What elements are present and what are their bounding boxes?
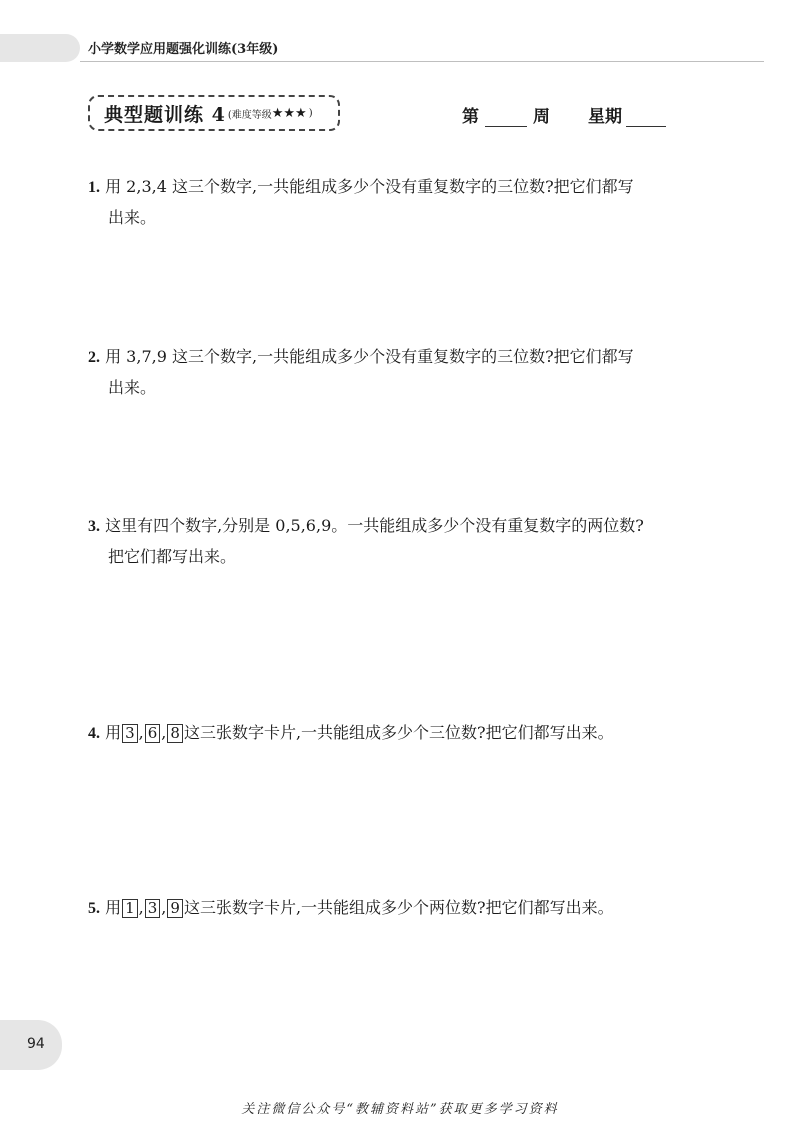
week-suffix: 周	[533, 107, 550, 127]
question-5	[88, 893, 728, 924]
question-prefix: 用	[105, 723, 122, 742]
question-text-cont: 出来。	[108, 208, 157, 227]
question-2	[88, 342, 728, 403]
number-card: 1	[122, 899, 138, 918]
difficulty-label: (难度等级	[227, 109, 272, 121]
question-number: 5.	[88, 900, 100, 917]
day-blank[interactable]	[626, 108, 666, 127]
question-text-cont: 出来。	[108, 378, 157, 397]
question-text-cont: 把它们都写出来。	[108, 547, 237, 566]
question-text: 用 3,7,9 这三个数字,一共能组成多少个没有重复数字的三位数?把它们都写	[105, 347, 634, 366]
day-label: 星期	[588, 107, 622, 127]
question-1	[88, 172, 728, 233]
page-number: 94	[27, 1036, 45, 1052]
section-heading-box	[88, 95, 340, 131]
card-separator: ,	[161, 723, 167, 742]
difficulty-stars: ★★★	[271, 105, 307, 121]
question-text: 这三张数字卡片,一共能组成多少个两位数?把它们都写出来。	[183, 898, 614, 917]
question-number: 4.	[88, 725, 100, 742]
question-3	[88, 511, 728, 572]
number-card: 9	[167, 899, 183, 918]
question-text: 这三张数字卡片,一共能组成多少个三位数?把它们都写出来。	[183, 723, 614, 742]
header-rule	[80, 61, 764, 62]
question-prefix: 用	[105, 898, 122, 917]
footer-note: 关注微信公众号“教辅资料站”获取更多学习资料	[241, 1102, 559, 1117]
number-card: 6	[145, 724, 161, 743]
header-band	[0, 34, 80, 62]
number-card: 8	[167, 724, 183, 743]
card-separator: ,	[138, 898, 144, 917]
question-number: 3.	[88, 518, 100, 535]
book-title: 小学数学应用题强化训练(3年级)	[88, 42, 279, 57]
question-text: 这里有四个数字,分别是 0,5,6,9。一共能组成多少个没有重复数字的两位数?	[105, 516, 644, 535]
question-number: 1.	[88, 179, 100, 196]
date-fields	[462, 102, 666, 127]
card-separator: ,	[161, 898, 167, 917]
question-number: 2.	[88, 349, 100, 366]
difficulty-close: )	[308, 107, 313, 119]
number-card: 3	[145, 899, 161, 918]
question-4	[88, 718, 728, 749]
question-text: 用 2,3,4 这三个数字,一共能组成多少个没有重复数字的三位数?把它们都写	[105, 177, 634, 196]
card-separator: ,	[138, 723, 144, 742]
week-blank[interactable]	[485, 108, 527, 127]
section-title: 典型题训练 4	[104, 103, 226, 126]
week-prefix: 第	[462, 107, 479, 127]
number-card: 3	[122, 724, 138, 743]
